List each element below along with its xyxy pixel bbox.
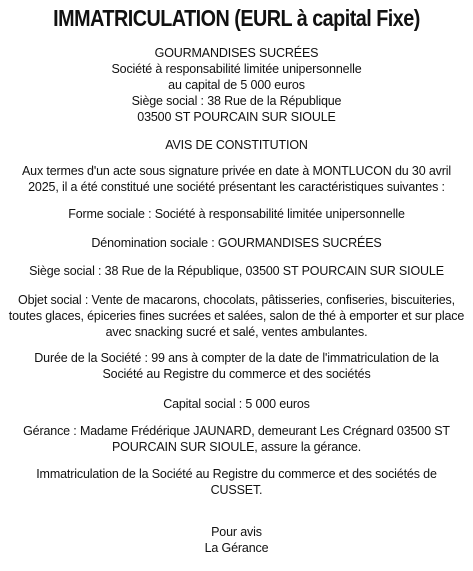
duree-line1: Durée de la Société : 99 ans à compter de la date de l'immatriculation de la — [34, 351, 439, 365]
company-address-line1: Siège social : 38 Rue de la République — [131, 94, 342, 108]
immatriculation-line1: Immatriculation de la Société au Registre du commerce et des sociétés de — [36, 467, 437, 481]
intro-line1: Aux termes d'un acte sous signature privée en date à MONTLUCON du 30 avril — [22, 164, 451, 178]
company-address-line2: 03500 ST POURCAIN SUR SIOULE — [137, 110, 336, 124]
company-capital: au capital de 5 000 euros — [168, 78, 305, 92]
signature-line2: La Gérance — [204, 541, 269, 555]
duree-line2: Société au Registre du commerce et des sociétés — [102, 367, 371, 381]
capital-social: Capital social : 5 000 euros — [163, 397, 310, 411]
intro-paragraph — [4, 163, 469, 195]
duree-societe — [4, 350, 469, 382]
gerance-line2: POURCAIN SUR SIOULE, assure la gérance. — [111, 440, 362, 454]
denomination-sociale: Dénomination sociale : GOURMANDISES SUCRÉES — [91, 236, 382, 250]
objet-line1: Objet social : Vente de macarons, chocolats, pâtisseries, confiseries, biscuiteries, — [18, 293, 455, 307]
gerance-line1: Gérance : Madame Frédérique JAUNARD, demeurant Les Crégnard 03500 ST — [23, 424, 450, 438]
objet-social — [4, 292, 469, 340]
gerance — [4, 423, 469, 455]
notice-title: AVIS DE CONSTITUTION — [165, 138, 308, 152]
company-name: GOURMANDISES SUCRÉES — [154, 46, 319, 60]
immatriculation-line2: CUSSET. — [210, 483, 263, 497]
objet-line2: toutes glaces, épiceries fines sucrées et salées, salon de thé à emporter et sur place — [8, 309, 465, 323]
signature-line1: Pour avis — [211, 525, 262, 539]
siege-social: Siège social : 38 Rue de la République, 03500 ST POURCAIN SUR SIOULE — [29, 264, 444, 278]
company-legal-form: Société à responsabilité limitée unipersonnelle — [111, 62, 362, 76]
objet-line3: avec snacking sucré et salé, ventes ambulantes. — [105, 325, 368, 339]
forme-sociale: Forme sociale : Société à responsabilité limitée unipersonnelle — [68, 207, 405, 221]
notice-heading: IMMATRICULATION (EURL à capital Fixe) — [53, 5, 420, 31]
immatriculation — [4, 466, 469, 498]
signature — [4, 524, 469, 556]
intro-line2: 2025, il a été constitué une société présentant les caractéristiques suivantes : — [28, 180, 445, 194]
